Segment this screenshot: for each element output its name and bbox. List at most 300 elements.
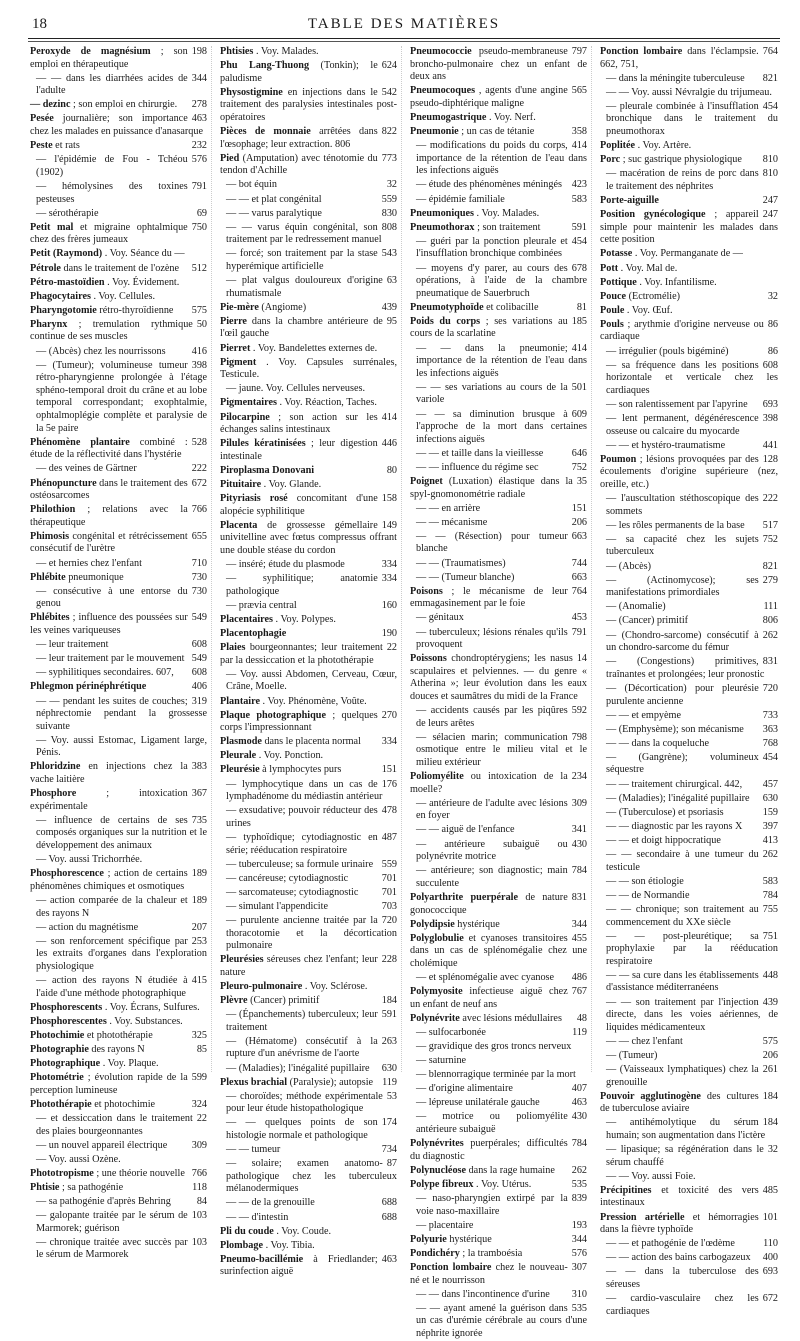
entry-text: (Amputation) avec ténotomie du tendon d'Achille	[220, 152, 378, 177]
entry-page-refs: 334	[381, 736, 397, 748]
index-entry	[220, 832, 397, 857]
entry-page-refs: 334	[381, 559, 397, 571]
entry-text: — syphilitiques secondaires. 607,	[36, 667, 174, 679]
index-entry	[600, 277, 778, 290]
entry-page-refs: 784	[571, 1138, 587, 1150]
entry-text: — — diagnostic par les rayons X	[606, 820, 743, 832]
entry-page-refs: 48	[576, 1012, 587, 1024]
entry-heading: Pityriasis rosé	[220, 493, 288, 505]
entry-page-refs: 839	[571, 1192, 587, 1204]
entry-text: — moyens d'y parer, au cours des opérations, à l'aide de la chambre pneumatique de Sauerbruch	[416, 262, 587, 299]
index-entry	[410, 126, 587, 139]
entry-text: , agents d'une angine pseudo-diphtérique maligne	[410, 85, 568, 109]
entry-page-refs: 262	[762, 629, 778, 641]
entry-page-refs: 193	[571, 1219, 587, 1231]
entry-heading: Pott	[600, 262, 619, 274]
entry-text: — (Emphysème); son mécanisme	[606, 723, 744, 735]
entry-page-refs: 608	[191, 639, 207, 651]
entry-page-refs: 270	[381, 709, 397, 721]
entry-page-refs: 309	[191, 1139, 207, 1151]
index-entry	[410, 986, 587, 1011]
entry-page-refs: 446	[381, 438, 397, 450]
entry-page-refs: 583	[762, 875, 778, 887]
index-entry	[600, 1293, 778, 1318]
entry-page-refs: 591	[571, 221, 587, 233]
entry-page-refs: 439	[381, 301, 397, 313]
entry-heading: Polyglobulie	[410, 932, 464, 944]
entry-heading: Pilocarpine	[220, 411, 270, 423]
index-entry	[410, 343, 587, 381]
index-entry	[600, 1171, 778, 1184]
entry-page-refs: 324	[191, 1098, 207, 1110]
index-entry	[410, 476, 587, 501]
entry-heading: Phlegmon périnéphrétique	[30, 681, 147, 693]
entry-text: — galopante traitée par le sérum de Marmorek; guérison	[36, 1210, 188, 1234]
entry-text: ; influence des poussées sur les veines variqueuses	[30, 612, 188, 637]
entry-text: hystérique	[457, 918, 500, 930]
entry-heading: Pied	[220, 152, 240, 164]
entry-text: — (Maladies); l'inégalité pupillaire	[226, 1062, 370, 1074]
entry-page-refs: 414	[571, 140, 587, 152]
entry-text: chez le nouveau-né et le nourrisson	[410, 1261, 568, 1286]
index-entry	[220, 248, 397, 273]
entry-page-refs: 528	[191, 436, 207, 448]
entry-page-refs: 32	[767, 1144, 778, 1156]
header-rule-secondary	[28, 41, 780, 42]
entry-heading: Ponction lombaire	[410, 1261, 492, 1273]
entry-text: — l'auscultation stéthoscopique des sommets	[606, 493, 759, 517]
page-title: TABLE DES MATIÈRES	[307, 16, 501, 32]
entry-heading: Plantaire	[220, 695, 260, 707]
entry-heading: Poplitée	[600, 140, 636, 152]
index-entry	[600, 493, 778, 518]
index-entry	[30, 1099, 207, 1112]
index-entry	[220, 357, 397, 382]
index-entry	[410, 558, 587, 571]
entry-heading: Phloridzine	[30, 761, 81, 773]
index-entry	[30, 1154, 207, 1167]
index-entry	[30, 73, 207, 98]
index-entry	[30, 360, 207, 436]
entry-heading: Poissons	[410, 653, 447, 665]
index-entry	[30, 572, 207, 585]
entry-page-refs: 85	[196, 1043, 207, 1055]
entry-text: — — pendant les suites de couches; néphrectomie pendant la grossesse suivante	[36, 695, 207, 732]
entry-text: . Voy. Glande.	[263, 479, 322, 490]
index-entry	[410, 771, 587, 796]
entry-text: — — chez l'enfant	[606, 1035, 683, 1047]
entry-page-refs: 630	[762, 792, 778, 804]
entry-page-refs: 103	[191, 1236, 207, 1248]
entry-page-refs: 190	[381, 628, 397, 640]
entry-text: — purulente ancienne traitée par la thoracotomie et la décortication pulmonaire	[226, 915, 397, 952]
entry-text: — son renforcement spécifique par les extraits d'organes dans l'exploration physiologique	[36, 935, 207, 972]
entry-page-refs: 624	[381, 60, 397, 72]
entry-page-refs: 151	[571, 502, 587, 514]
entry-page-refs: 174	[381, 1117, 397, 1129]
index-entry	[600, 931, 778, 969]
index-entry	[410, 382, 587, 407]
index-entry	[410, 1138, 587, 1163]
entry-text: ; son traitement	[477, 221, 541, 233]
index-entry	[30, 140, 207, 153]
entry-text: ; action de certains phénomènes chimiques et osmotiques	[30, 868, 188, 892]
entry-page-refs: 423	[571, 179, 587, 191]
index-entry	[410, 572, 587, 585]
index-entry	[30, 478, 207, 503]
entry-heading: Pilules kératinisées	[220, 438, 306, 450]
entry-text: — antihémolytique du sérum humain; son augmentation dans l'ictère	[606, 1117, 766, 1141]
index-entry	[600, 1185, 778, 1210]
index-entry	[410, 1165, 587, 1178]
entry-text: . Voy. Permanganate de —	[634, 248, 743, 260]
entry-heading: Potasse	[600, 248, 633, 260]
entry-text: — (Actinomycose); ses manifestations primordiales	[606, 574, 759, 599]
index-entry	[220, 383, 397, 396]
index-entry	[30, 208, 207, 221]
index-entry	[600, 101, 778, 139]
entry-text: — — dans les diarrhées acides de l'adulte	[36, 72, 188, 97]
index-entry	[600, 346, 778, 359]
entry-text: bourgeonnantes; leur traitement par la dessiccation et la photothérapie	[220, 642, 383, 666]
index-entry	[600, 1064, 778, 1089]
index-entry	[600, 575, 778, 600]
index-entry	[600, 73, 778, 86]
index-entry	[600, 399, 778, 412]
entry-text: en injections dans le traitement des paralysies intestinales post-opératoires	[220, 86, 397, 123]
entry-text: — guéri par la ponction pleurale et l'insufflation bronchique combinées	[416, 235, 568, 260]
index-entry	[30, 1002, 207, 1015]
index-entry	[410, 236, 587, 261]
entry-page-refs: 730	[191, 571, 207, 583]
index-entry	[220, 194, 397, 207]
index-entry	[410, 1262, 587, 1287]
entry-text: — (Cancer) primitif	[606, 615, 689, 627]
entry-text: — Voy. aussi Abdomen, Cerveau, Cœur, Crâne, Moelle.	[226, 668, 397, 693]
index-entry	[600, 319, 778, 344]
entry-page-refs: 454	[571, 235, 587, 247]
index-entry	[410, 919, 587, 932]
entry-text: ; quelques corps l'impressionnant	[220, 709, 378, 734]
entry-heading: Peste	[30, 140, 53, 152]
entry-text: des cultures de tuberculose aviaire	[600, 1090, 759, 1115]
index-entry	[410, 302, 587, 315]
entry-text: — (Vaisseaux lymphatiques) chez la grenouille	[606, 1064, 759, 1088]
entry-text: — — dans la coqueluche	[606, 737, 709, 749]
entry-text: des rayons N	[91, 1043, 145, 1055]
index-entry	[30, 222, 207, 247]
entry-text: dans la chambre antérieure de l'œil gauche	[220, 315, 383, 340]
index-entry	[410, 705, 587, 730]
entry-page-refs: 222	[191, 463, 207, 475]
index-entry	[220, 412, 397, 437]
entry-page-refs: 383	[191, 761, 207, 773]
entry-text: — sa fréquence dans les positions horizontale et verticale chez les cardiaques	[606, 359, 778, 396]
entry-page-refs: 247	[762, 195, 778, 207]
entry-text: . Voy. Nerf.	[488, 111, 536, 123]
index-entry	[30, 1210, 207, 1235]
index-entry	[220, 1036, 397, 1061]
entry-text: . Voy. Polypes.	[275, 613, 336, 625]
index-entry	[30, 263, 207, 276]
entry-text: . Voy. Utérus.	[476, 1178, 532, 1190]
entry-text: ; intoxication expérimentale	[30, 788, 188, 812]
index-entry	[600, 970, 778, 995]
entry-page-refs: 821	[762, 72, 778, 84]
entry-text: — (Décortication) pour pleurésie purulente ancienne	[606, 682, 759, 707]
entry-page-refs: 766	[191, 504, 207, 516]
entry-text: . Voy. Tibia.	[265, 1239, 315, 1251]
entry-text: . Voy. Séance du —	[104, 248, 185, 260]
entry-heading: Phosphorescents	[30, 1001, 103, 1013]
entry-heading: Plombage	[220, 1239, 264, 1251]
index-entry	[600, 1036, 778, 1049]
entry-heading: Pleurésies	[220, 954, 264, 966]
index-entry	[30, 922, 207, 935]
entry-page-refs: 688	[381, 1197, 397, 1209]
entry-text: — l'épidémie de Fou - Tchéou (1902)	[36, 154, 188, 178]
entry-text: — (Chondro-sarcome) consécutif à un chondro-sarcome du fémur	[606, 629, 759, 654]
index-entry	[30, 667, 207, 680]
entry-text: . Voy. Ponction.	[258, 750, 324, 762]
entry-text: — bot équin	[226, 179, 277, 191]
entry-page-refs: 810	[762, 154, 778, 166]
entry-heading: Peroxyde de magnésium	[30, 46, 151, 57]
entry-page-refs: 733	[762, 709, 778, 721]
entry-page-refs: 764	[762, 46, 778, 57]
index-column-4	[600, 46, 782, 1317]
index-entry	[30, 463, 207, 476]
index-entry	[220, 628, 397, 641]
index-entry	[600, 821, 778, 834]
entry-text: infectieuse aiguë chez un enfant de neuf ans	[410, 986, 568, 1010]
entry-page-refs: 768	[762, 737, 778, 749]
index-entry	[30, 277, 207, 290]
entry-heading: Polyurie	[410, 1233, 447, 1245]
entry-page-refs: 22	[196, 1112, 207, 1124]
entry-heading: Pouls	[600, 318, 624, 330]
entry-heading: Petit (Raymond)	[30, 248, 103, 260]
entry-heading: — dezinc	[30, 99, 71, 111]
index-entry	[410, 865, 587, 890]
entry-text: pneumonique	[68, 571, 124, 583]
entry-text: ; relations avec la thérapeutique	[30, 504, 188, 528]
index-entry	[410, 222, 587, 235]
entry-page-refs: 32	[386, 179, 397, 191]
entry-page-refs: 344	[571, 1233, 587, 1245]
entry-text: — cancéreuse; cytodiagnostic	[226, 872, 349, 884]
entry-text: — — et doigt hippocratique	[606, 834, 721, 846]
index-entry	[30, 291, 207, 304]
entry-page-refs: 512	[191, 262, 207, 274]
entry-heading: Pneumoniques	[410, 207, 474, 219]
entry-text: concomitant d'une alopécie syphilitique	[220, 493, 378, 517]
entry-text: — prævia central	[226, 599, 297, 611]
entry-text: — lymphocytique dans un cas de lymphadénome du médiastin antérieur	[226, 778, 383, 803]
index-entry	[220, 1240, 397, 1253]
index-entry	[600, 454, 778, 492]
entry-text: — — dans l'incontinence d'urine	[416, 1288, 550, 1300]
entry-text: ; arythmie d'origine nerveuse ou cardiaque	[600, 318, 764, 343]
index-entry	[30, 868, 207, 893]
index-entry	[30, 1016, 207, 1029]
entry-page-refs: 583	[571, 193, 587, 205]
entry-text: ou intoxication de la moelle?	[410, 771, 568, 795]
entry-heading: Placentophagie	[220, 628, 287, 640]
entry-page-refs: 646	[571, 447, 587, 459]
entry-heading: Phlébites	[30, 612, 70, 624]
entry-page-refs: 341	[571, 824, 587, 836]
entry-text: (Tonkin); le paludisme	[220, 60, 378, 84]
entry-text: — saturnine	[416, 1055, 467, 1067]
index-entry	[30, 1196, 207, 1209]
entry-text: — épidémie familiale	[416, 193, 505, 205]
entry-page-refs: 478	[381, 805, 397, 817]
index-entry	[30, 895, 207, 920]
index-entry	[410, 892, 587, 917]
entry-page-refs: 253	[191, 935, 207, 947]
entry-page-refs: 84	[196, 1195, 207, 1207]
index-entry	[600, 1266, 778, 1291]
entry-page-refs: 261	[762, 1064, 778, 1076]
entry-page-refs: 830	[381, 207, 397, 219]
entry-page-refs: 766	[191, 1167, 207, 1179]
entry-page-refs: 22	[386, 642, 397, 654]
header-rule	[28, 38, 780, 39]
index-entry	[410, 1027, 587, 1040]
entry-page-refs: 86	[767, 345, 778, 357]
entry-heading: Philothion	[30, 504, 76, 516]
entry-page-refs: 206	[762, 1049, 778, 1061]
entry-page-refs: 767	[571, 986, 587, 998]
entry-page-refs: 485	[762, 1184, 778, 1196]
entry-page-refs: 701	[381, 886, 397, 898]
index-entry	[410, 653, 587, 703]
entry-text: en injections chez la vache laitière	[30, 761, 188, 786]
entry-heading: Polynévrite	[410, 1012, 460, 1024]
entry-text: — — (Tumeur blanche)	[416, 571, 515, 583]
entry-text: — — de Normandie	[606, 889, 690, 901]
entry-page-refs: 32	[767, 290, 778, 302]
entry-page-refs: 599	[191, 1072, 207, 1084]
index-column-3	[410, 46, 592, 1339]
entry-text: — — post-pleurétique; sa prophylaxie par la rééducation respiratoire	[606, 930, 778, 967]
entry-text: combiné : étude de la réflectivité dans l'hystérie	[30, 436, 188, 461]
entry-text: — les rôles permanents de la base	[606, 519, 745, 531]
entry-page-refs: 50	[196, 318, 207, 330]
entry-text: . Voy. Cellules.	[93, 290, 155, 302]
entry-text: — sérothérapie	[36, 207, 99, 219]
entry-page-refs: 454	[762, 100, 778, 112]
entry-text: — simulant l'appendicite	[226, 900, 328, 912]
entry-page-refs: 453	[571, 612, 587, 624]
entry-heading: Photographie	[30, 1043, 89, 1055]
entry-text: — — secondaire à une tumeur du testicule	[606, 849, 759, 873]
entry-text: et cyanoses transitoires dans un cas de splénomégalie chez une cholémique	[410, 932, 587, 969]
index-entry	[220, 1212, 397, 1225]
index-entry	[220, 887, 397, 900]
entry-page-refs: 247	[762, 209, 778, 221]
entry-heading: Pneumothorax	[410, 221, 475, 233]
entry-text: — forcé; son traitement par la stase hyperémique artificielle	[226, 248, 378, 272]
entry-page-refs: 750	[191, 221, 207, 233]
index-entry	[410, 1248, 587, 1261]
entry-text: et photothérapie	[86, 1029, 153, 1041]
index-entry	[600, 360, 778, 398]
index-entry	[30, 1182, 207, 1195]
entry-text: — — (Résection) pour tumeur blanche	[416, 530, 568, 555]
entry-text: — — et empyème	[606, 709, 681, 721]
entry-text: — — aiguë de l'enfance	[416, 824, 515, 836]
index-entry	[220, 1226, 397, 1239]
index-entry	[410, 503, 587, 516]
entry-page-refs: 730	[191, 585, 207, 597]
entry-page-refs: 398	[191, 359, 207, 371]
index-entry	[600, 656, 778, 681]
entry-text: — — son traitement par l'injection directe, dans les voies aériennes, de liquides médicamenteux	[606, 996, 778, 1033]
entry-page-refs: 559	[381, 858, 397, 870]
index-entry	[30, 1044, 207, 1057]
entry-text: — dans la méningite tuberculeuse	[606, 72, 745, 84]
index-entry	[600, 291, 778, 304]
entry-text: — modifications du poids du corps, importance de la rétention de l'eau dans les infections aiguës	[416, 140, 587, 177]
index-entry	[600, 1050, 778, 1063]
entry-page-refs: 535	[571, 1302, 587, 1314]
entry-page-refs: 185	[571, 315, 587, 327]
entry-heading: Pouce	[600, 290, 627, 302]
entry-text: — (Tumeur); volumineuse tumeur rétro-pharyngienne prolongée à l'étage sphéno-temporal droit du crâne et au lobe temporal correspondant; exophtalmie, ophtalmoplégie complète et paralysie de la 5e paire	[36, 359, 207, 434]
entry-heading: Pharyngotomie	[30, 304, 97, 316]
entry-text: ; son emploi en thérapeutique	[30, 46, 188, 70]
entry-text: . Voy. Malades.	[255, 46, 319, 57]
entry-text: à Friedlander; surinfection aiguë	[220, 1253, 378, 1278]
entry-heading: Polymyosite	[410, 986, 463, 998]
entry-page-refs: 119	[382, 1076, 397, 1088]
index-entry	[410, 462, 587, 475]
index-entry	[410, 1234, 587, 1247]
entry-page-refs: 69	[196, 207, 207, 219]
index-entry	[600, 793, 778, 806]
entry-text: — tuberculeuse; sa formule urinaire	[226, 858, 374, 870]
index-entry	[30, 154, 207, 179]
entry-text: — plat valgus douloureux d'origine rhumatismale	[226, 275, 383, 299]
index-entry	[410, 263, 587, 301]
entry-text: — sulfocarbonée	[416, 1026, 486, 1038]
entry-heading: Phtisie	[30, 1181, 60, 1193]
entry-page-refs: 81	[576, 301, 587, 313]
entry-page-refs: 734	[381, 1144, 397, 1156]
entry-page-refs: 821	[762, 560, 778, 572]
entry-text: dans le traitement de l'ozène	[63, 262, 180, 274]
index-column-2	[220, 46, 402, 1278]
entry-text: — étude des phénomènes méningés	[416, 179, 562, 191]
entry-page-refs: 53	[386, 1090, 397, 1102]
entry-text: . Voy. Évidement.	[107, 276, 180, 288]
index-entry	[30, 639, 207, 652]
entry-text: . Voy. Malades.	[476, 207, 540, 219]
index-entry	[410, 1083, 587, 1096]
entry-text: séreuses chez l'enfant; leur nature	[220, 954, 378, 978]
index-entry	[410, 1303, 587, 1341]
entry-text: — des veines de Gärtner	[36, 463, 137, 475]
entry-text: — — d'intestin	[226, 1211, 289, 1223]
entry-text: — — son étiologie	[606, 875, 684, 887]
entry-text: ; ses variations au cours de la scarlatine	[410, 315, 568, 340]
index-entry	[600, 876, 778, 889]
entry-text: — — et hystéro-traumatisme	[606, 439, 726, 451]
entry-text: — antérieure subaiguë ou polynévrite motrice	[416, 838, 568, 863]
entry-page-refs: 119	[572, 1026, 587, 1038]
